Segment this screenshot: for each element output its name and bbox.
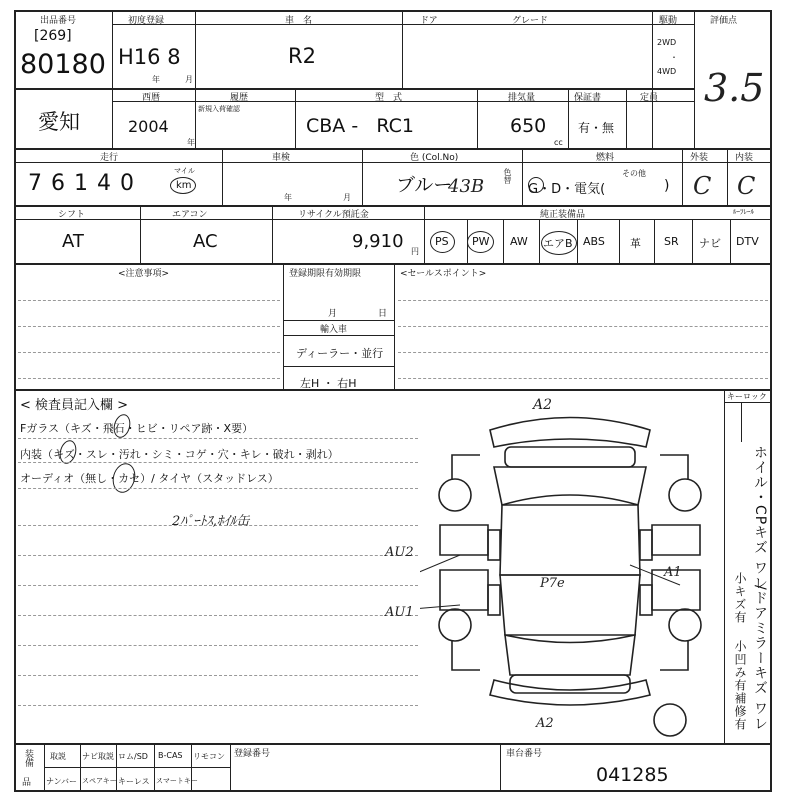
inspector-line3: オーディオ（無し・カセ）/ タイヤ（スタッドレス） xyxy=(20,472,279,485)
interior-value: C xyxy=(737,172,756,200)
exterior-value: C xyxy=(693,172,712,200)
model-year-label: 西暦 xyxy=(142,93,161,103)
steering-value: 左H ・ 右H xyxy=(300,377,357,390)
type-value: CBA - RC1 xyxy=(306,115,414,137)
mileage-label: 走行 xyxy=(100,153,119,163)
lot-prefix: [269] xyxy=(34,28,72,44)
remark-mirror: /ドアミラーキズ ワレ xyxy=(752,585,768,732)
chassis-value: 041285 xyxy=(596,764,669,786)
model-name-label: 車 名 xyxy=(285,16,313,26)
fuel-g-circle xyxy=(528,177,544,193)
inspection-month: 月 xyxy=(343,193,351,202)
model-year: 2004 xyxy=(128,117,169,136)
inspector-line1: Fガラス（キズ・飛石・ヒビ・リペア跡・X要） xyxy=(20,422,254,435)
capacity-label: 定員 xyxy=(640,93,659,103)
footer-smart-key: スマートキー xyxy=(156,777,198,785)
equip-airbag-circle xyxy=(541,231,577,255)
color-value: ブルー xyxy=(396,174,453,196)
footer-keyless: キーレス xyxy=(118,777,150,786)
inspector-title: < 検査員記入欄 > xyxy=(20,398,129,413)
ac-label: エアコン xyxy=(172,210,208,220)
warranty-value: 有・無 xyxy=(578,121,615,135)
mark-a1: A1 xyxy=(664,565,682,580)
cc-value: 650 xyxy=(510,115,547,137)
mileage-unit-km: km xyxy=(176,180,192,191)
color-side: 色替 xyxy=(503,168,512,184)
mileage-unit-mile: マイル xyxy=(174,167,195,175)
drive-4wd: 4WD xyxy=(657,67,677,76)
inspector-line2: 内装（キズ・スレ・汚れ・シミ・コゲ・穴・キレ・破れ・剥れ） xyxy=(20,448,339,461)
year-unit: 年 xyxy=(152,75,160,84)
interior-label: 内装 xyxy=(735,153,754,163)
drive-2wd: 2WD xyxy=(657,38,677,47)
footer-manual: 取説 xyxy=(50,752,66,761)
inspector-handwriting: 2ﾊﾟｰﾄｽ,ﾎｲﾙ缶 xyxy=(172,514,250,529)
month-unit: 月 xyxy=(185,75,193,84)
recycle-value: 9,910 xyxy=(352,231,404,252)
sales-label: <セールスポイント> xyxy=(400,269,487,279)
cc-unit: cc xyxy=(554,138,563,147)
lot-number: 80180 xyxy=(20,49,106,80)
footer-equip-head: 装備 xyxy=(23,749,33,767)
equip-ps: PS xyxy=(435,235,449,248)
mark-p7e: P7e xyxy=(540,576,565,591)
footer-equip-head2: 品 xyxy=(22,778,32,788)
remark-repair: 補修有 xyxy=(733,692,747,731)
fuel-other: その他 xyxy=(622,169,646,178)
equip-abs: ABS xyxy=(583,235,605,248)
chassis-label: 車台番号 xyxy=(506,749,543,759)
fuel-label: 燃料 xyxy=(596,153,615,163)
fuel-value: G・D・電気( xyxy=(528,182,606,197)
notes-label: <注意事項> xyxy=(118,269,170,279)
equip-airbag: エアB xyxy=(543,237,573,250)
model-name: R2 xyxy=(288,44,316,68)
score-label: 評価点 xyxy=(710,16,738,26)
exterior-label: 外装 xyxy=(690,153,709,163)
equip-pw: PW xyxy=(472,235,490,248)
shift-value: AT xyxy=(62,231,84,252)
score-value: 3.5 xyxy=(704,66,765,110)
mark-rear: A2 xyxy=(536,716,554,731)
equip-aw: AW xyxy=(510,235,528,248)
import-label: 輸入車 xyxy=(320,325,348,335)
first-reg-label: 初度登録 xyxy=(128,16,165,26)
equipment-note: ﾙｰﾌﾚｰﾙ xyxy=(733,208,754,216)
inspection-year: 年 xyxy=(284,193,292,202)
warranty-label: 保証書 xyxy=(574,93,602,103)
equip-pw-circle xyxy=(467,231,494,253)
shift-label: シフト xyxy=(58,210,86,220)
audio-circle xyxy=(109,461,138,496)
footer-rom-sd: ロム/SD xyxy=(118,752,148,761)
color-code: 43B xyxy=(448,176,485,197)
region: 愛知 xyxy=(38,110,80,134)
history-label: 履歴 xyxy=(230,93,249,103)
ac-value: AC xyxy=(193,231,218,252)
door-label: ドア xyxy=(420,16,438,26)
recycle-unit: 円 xyxy=(411,247,419,256)
footer-number: ナンバー xyxy=(46,777,78,786)
fuel-close: ) xyxy=(664,178,670,194)
equip-leather: 革 xyxy=(630,237,641,250)
inspection-label: 車検 xyxy=(272,153,291,163)
expiry-month: 月 xyxy=(328,309,338,319)
recycle-label: リサイクル預託金 xyxy=(298,210,369,220)
model-year-unit: 年 xyxy=(187,138,195,147)
grade-label: グレード xyxy=(512,16,549,26)
type-label: 型 式 xyxy=(375,93,403,103)
footer-spare-key: スペアキー xyxy=(82,777,117,785)
mark-au1: AU1 xyxy=(385,605,414,620)
remark-small-scratch: 小キズ有 xyxy=(733,572,747,624)
mileage-value: 7 6 1 4 0 xyxy=(28,171,135,196)
remark-wheel: ホイル・CPキズ ワレ xyxy=(752,445,768,591)
cc-label: 排気量 xyxy=(508,93,536,103)
expiry-label: 登録期限有効期限 xyxy=(289,269,362,279)
equip-navi: ナビ xyxy=(699,237,721,250)
drive-label: 駆動 xyxy=(659,16,678,26)
lot-label: 出品番号 xyxy=(40,16,77,26)
import-value: ディーラー・並行 xyxy=(296,347,384,360)
footer-bcas: B-CAS xyxy=(158,751,183,760)
reg-number-label: 登録番号 xyxy=(234,749,271,759)
equip-dtv: DTV xyxy=(736,235,759,248)
key-lock-label: キーロック xyxy=(727,392,767,401)
km-circle xyxy=(170,177,196,194)
history-sub: 新規入荷確認 xyxy=(198,105,240,113)
mark-au2: AU2 xyxy=(385,545,414,560)
equip-sr: SR xyxy=(664,235,679,248)
remark-small-dent: 小凹み有 xyxy=(733,640,747,692)
equip-ps-circle xyxy=(430,231,455,253)
drive-dot: ・ xyxy=(670,53,678,62)
footer-remote: リモコン xyxy=(193,752,225,761)
footer-navi-manual: ナビ取説 xyxy=(82,752,114,761)
equipment-label: 純正装備品 xyxy=(540,210,586,220)
color-label: 色 (Col.No) xyxy=(410,153,459,163)
mark-front: A2 xyxy=(533,397,553,413)
first-reg-value: H16 8 xyxy=(118,45,181,69)
expiry-day: 日 xyxy=(378,309,388,319)
